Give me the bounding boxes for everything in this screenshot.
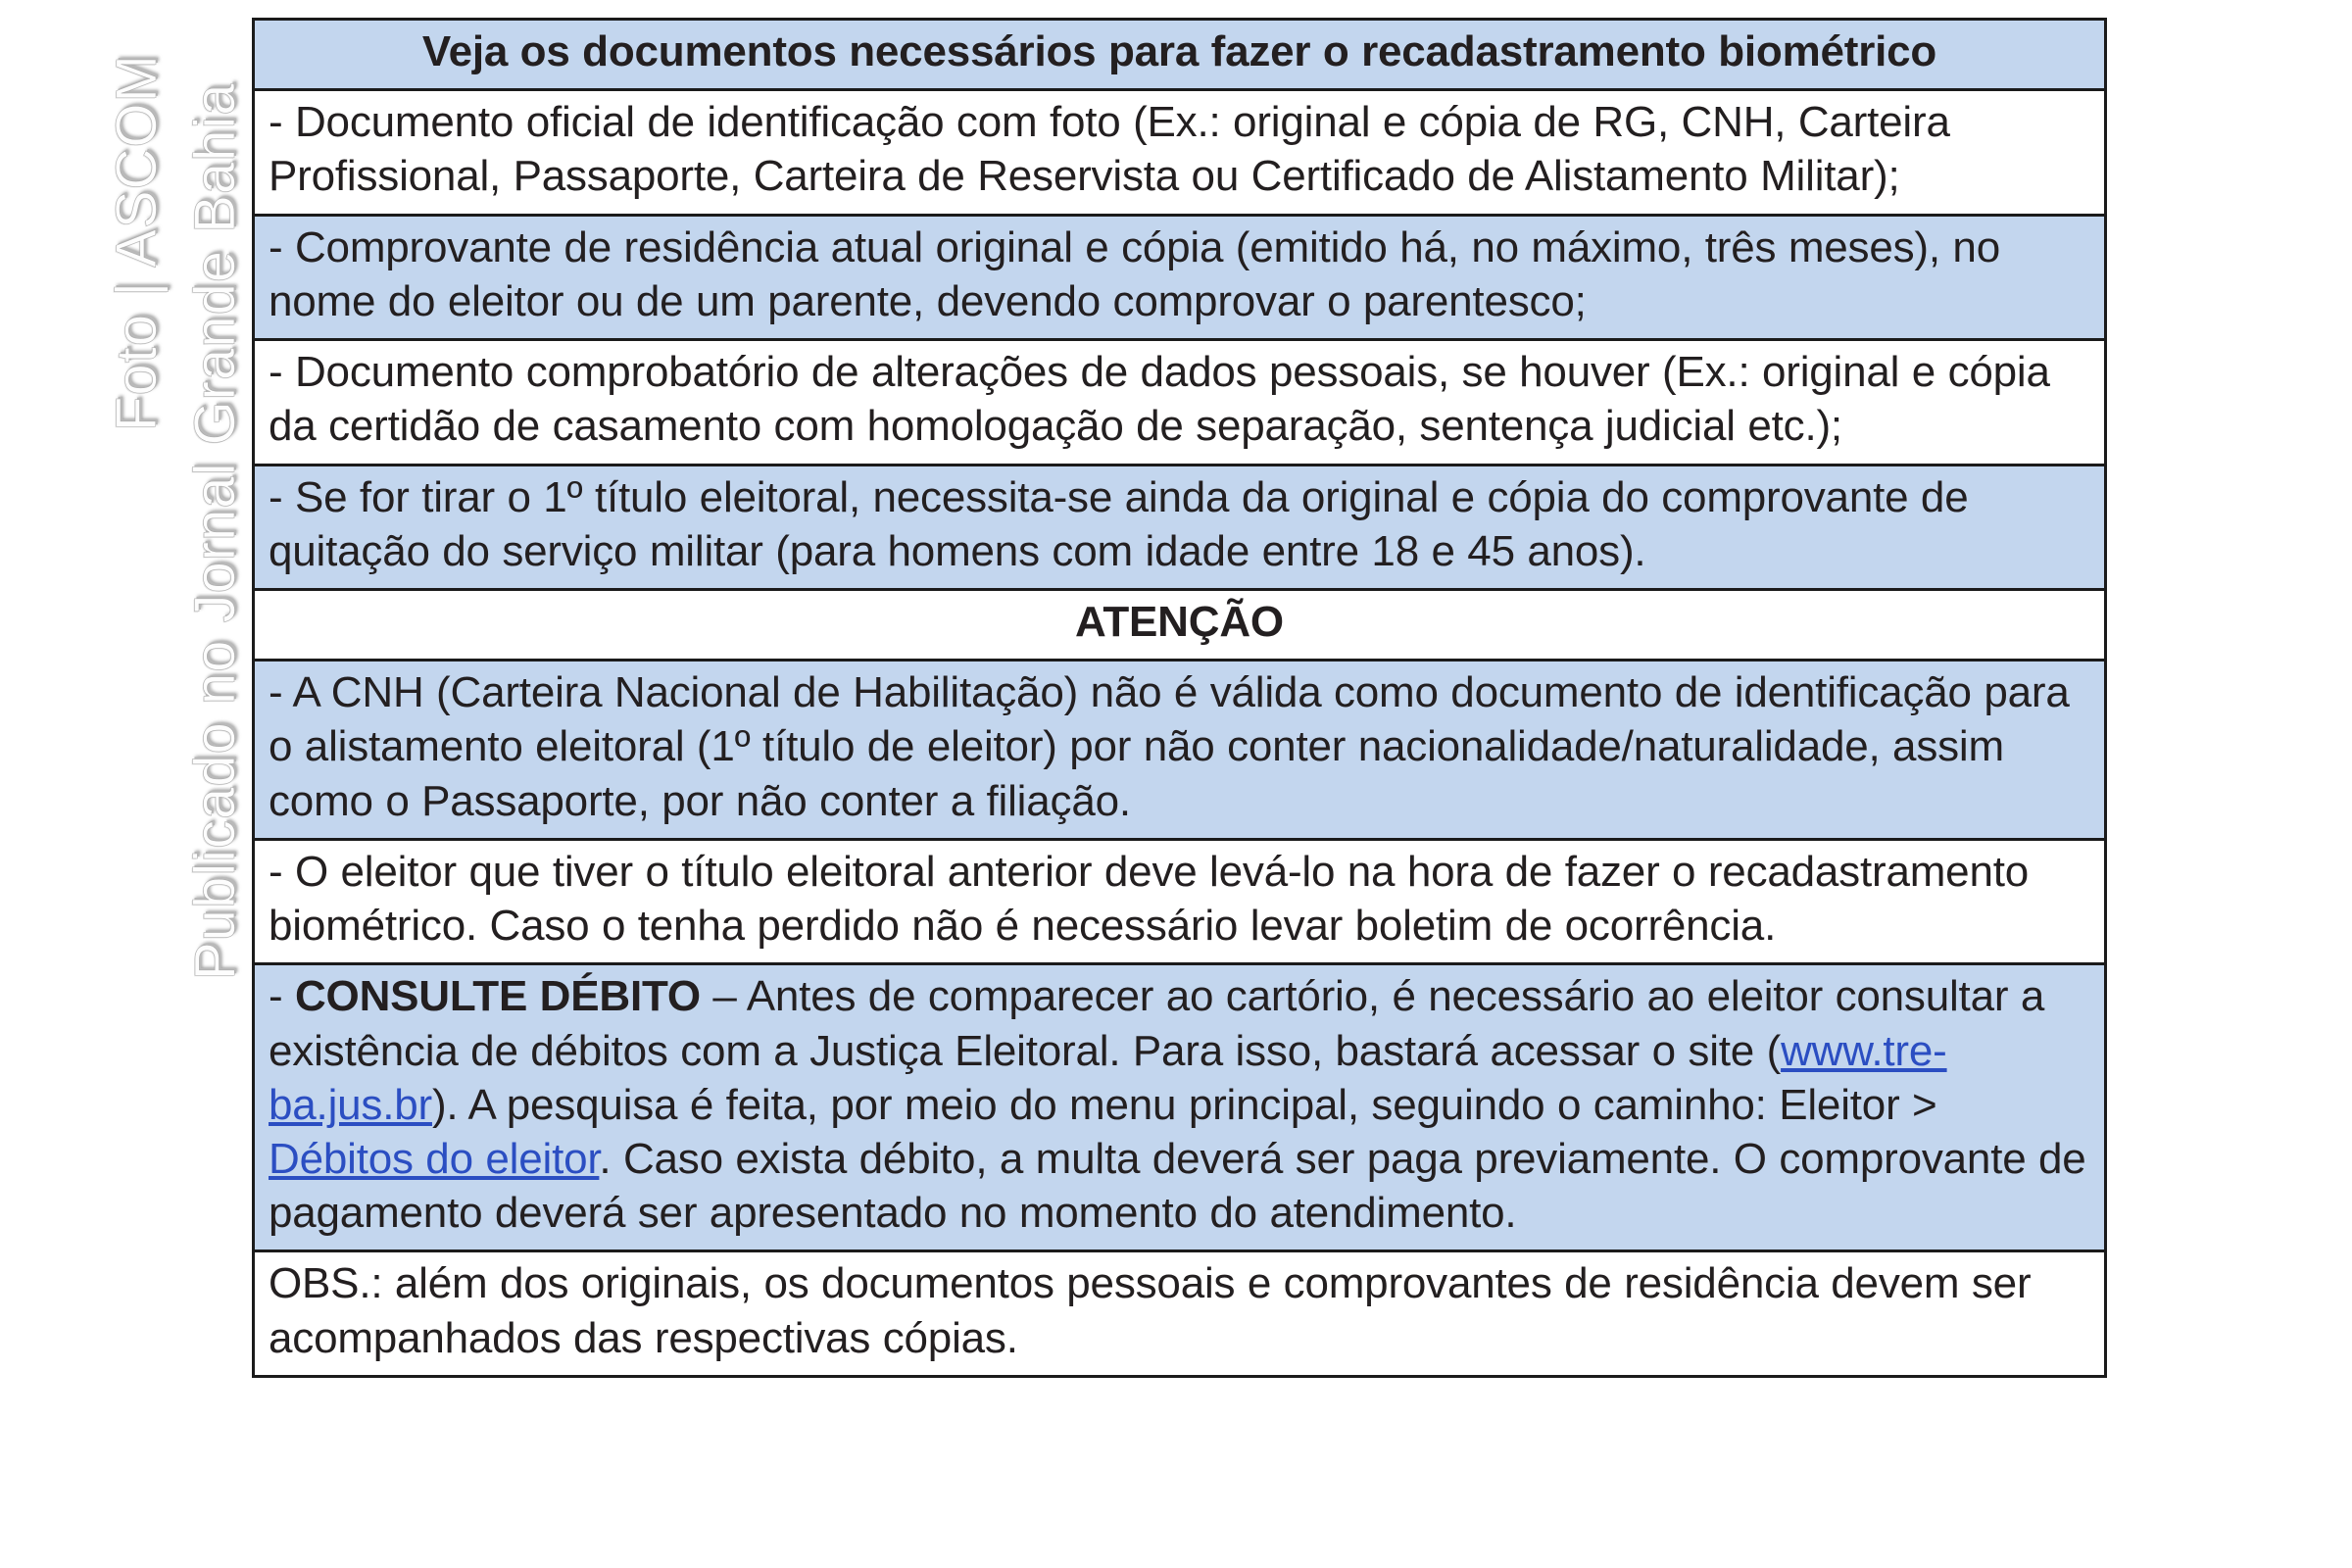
table-row-header (254, 20, 2106, 90)
row-cnh-nao-valida: - A CNH (Carteira Nacional de Habilitação) não é válida como documento de identificação para o alistamento eleitoral (1º título de eleitor) por não conter nacionalidade/naturalidade, assim como o Passaporte, por não conter a filiação. (254, 661, 2106, 840)
tre-ba-site-link[interactable]: www.tre-ba.jus.br (269, 1026, 1947, 1129)
row-obs: OBS.: além dos originais, os documentos pessoais e comprovantes de residência devem ser acompanhados das respectivas cópias. (254, 1251, 2106, 1376)
row-comprovante-residencia: - Comprovante de residência atual original e cópia (emitido há, no máximo, três meses), no nome do eleitor ou de um parente, devendo comprovar o parentesco; (254, 215, 2106, 339)
consulte-debito-dash: - (269, 972, 295, 1021)
row-primeiro-titulo: - Se for tirar o 1º título eleitoral, necessita-se ainda da original e cópia do comprovante de quitação do serviço militar (para homens com idade entre 18 e 45 anos). (254, 465, 2106, 589)
table-row (254, 340, 2106, 465)
table-row (254, 465, 2106, 589)
watermark-photo-credit: Foto | ASCOM (105, 54, 169, 431)
debitos-do-eleitor-link[interactable]: Débitos do eleitor (269, 1134, 600, 1183)
table-row (254, 90, 2106, 215)
table-title: Veja os documentos necessários para fazer o recadastramento biométrico (254, 20, 2106, 90)
watermark-layer (0, 0, 255, 1568)
watermark-publication: Publicado no Jornal Grande Bahia (183, 82, 247, 980)
row-documento-alteracoes: - Documento comprobatório de alterações de dados pessoais, se houver (Ex.: original e cópia da certidão de casamento com homologação de separação, sentença judicial etc.); (254, 340, 2106, 465)
row-consulte-debito (254, 964, 2106, 1251)
consulte-debito-text-1: – Antes de comparecer ao cartório, é necessário ao eleitor consultar a existência de débitos com a Justiça Eleitoral. Para isso, bastará acessar o site ( (269, 972, 2045, 1075)
row-atencao-heading: ATENÇÃO (254, 589, 2106, 660)
consulte-debito-label: CONSULTE DÉBITO (294, 972, 701, 1021)
row-documento-identificacao: - Documento oficial de identificação com foto (Ex.: original e cópia de RG, CNH, Carteira Profissional, Passaporte, Carteira de Reservista ou Certificado de Alistamento Militar); (254, 90, 2106, 215)
table-row (254, 661, 2106, 840)
table-row (254, 839, 2106, 963)
table-row (254, 1251, 2106, 1376)
requirements-table (252, 18, 2107, 1378)
table-row (254, 964, 2106, 1251)
table-row (254, 215, 2106, 339)
table-row (254, 589, 2106, 660)
consulte-debito-text-2: ). A pesquisa é feita, por meio do menu principal, seguindo o caminho: Eleitor > (431, 1080, 1937, 1129)
row-titulo-anterior: - O eleitor que tiver o título eleitoral anterior deve levá-lo na hora de fazer o recadastramento biométrico. Caso o tenha perdido não é necessário levar boletim de ocorrência. (254, 839, 2106, 963)
consulte-debito-text-3: . Caso exista débito, a multa deverá ser paga previamente. O comprovante de pagamento deverá ser apresentado no momento do atendimento. (269, 1134, 2086, 1238)
requirements-table-body (254, 20, 2106, 1377)
